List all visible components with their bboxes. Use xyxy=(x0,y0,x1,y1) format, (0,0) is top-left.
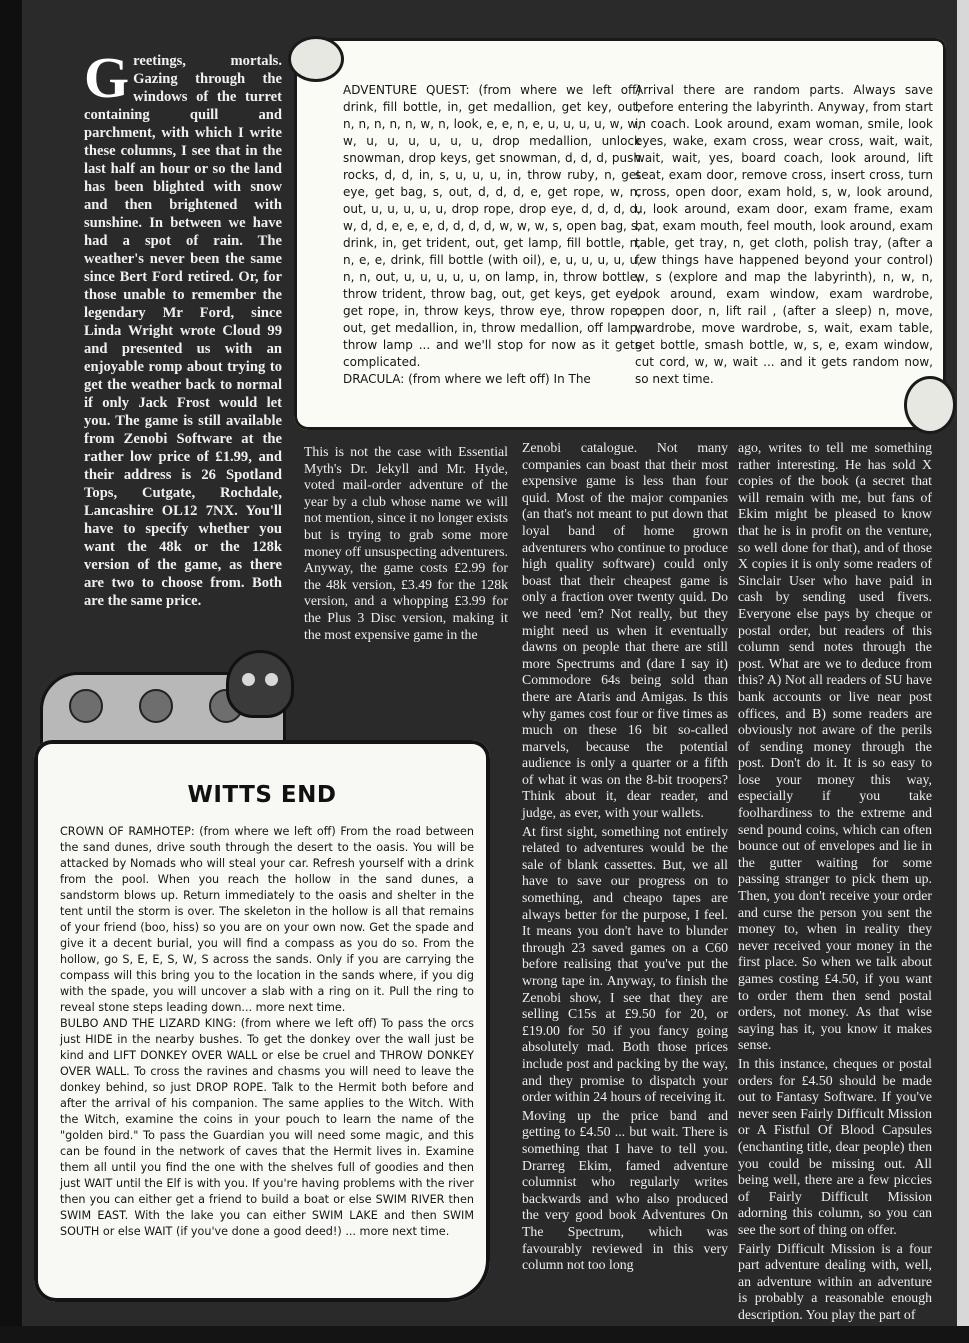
dracula-solution-start: DRACULA: (from where we left off) In The xyxy=(343,372,591,386)
adventure-quest-solution: ADVENTURE QUEST: (from where we left off) drink, fill bottle, in, get medallion, get key, out, n, n, n, n, n, w, n, look, e, e, n, e, u, u, u, u, w, w, w, u, u, u, u, u, u, drop medallion, unlock snowman, drop keys, get snowman, d, d, d, push rocks, d, d, in, s, u, u, u, in, throw ruby, n, get eye, get bag, s, out, d, d, d, e, get rope, w, n, out, u, u, u, u, u, drop rope, drop eye, d, d, d, d, w, d, d, e, e, e, d, d, d, d, w, w, w, s, open bag, s, drink, in, get trident, out, get lamp, fill bottle, n, n, e, e, drink, fill bottle (with oil), e, u, u, u, u, u, n, n, out, u, u, u, u, u, on lamp, in, throw bottle, throw trident, throw bag, out, get keys, get eye, get rope, in, throw keys, throw eye, throw rope, out, get medallion, in, throw medallion, off lamp, throw lamp ... and we'll stop for now as it gets complicated. xyxy=(343,83,641,369)
page-binding-edge xyxy=(0,0,22,1343)
article-column-2 xyxy=(522,440,728,1276)
paragraph: In this instance, cheques or postal orders for £4.50 should be made out to Fantasy Software. If you've never seen Fairly Difficult Mission or A Fistful Of Blood Capsules (enchanting title, dear people) then you could be missing out. All being well, there are a few piccies of Fairly Difficult Mission adorning this column, so you can see the sort of thing on offer. xyxy=(738,1055,932,1237)
witts-end-text xyxy=(60,824,474,1240)
paragraph: This is not the case with Essential Myth's Dr. Jekyll and Mr. Hyde, voted mail-order adventure of the year by a club whose name we will not mention, since it no longer exists but is trying to grab some more money off unsuspecting adventurers. Anyway, the game costs £2.99 for the 48k version, £3.49 for the 128k version, and a whopping £3.99 for the Plus 3 Disc version, making it the most expensive game in the xyxy=(304,444,508,642)
paragraph: Zenobi catalogue. Not many companies can boast that their most expensive game is less than four quid. Most of the major companies (an that's not meant to put down that loyal band of home grown adventurers who continue to produce high quality software) could only boast that their cheapest game is only a fraction over twenty quid. Do we need 'em? Not really, but they might need us when it eventually dawns on people that there are still more Spectrums and (dare I say it) Commodore 64s being sold than there are Ataris and Amigas. Is this why games cost four or five times as much on these 16 bit so-called marvels, because the potential audience is only a quarter or a fifth of what it was on the 8-bit troopers? Think about it, dear reader, and judge, as ever, with your wallets. xyxy=(522,440,728,821)
paragraph: Moving up the price band and getting to £4.50 ... but wait. There is something that I have to tell you. Drarreg Ekim, famed adventure columnist who regularly writes backwards and who also produced the very good book Adventures On The Spectrum, which was favourably reviewed in this very column not too long xyxy=(522,1107,728,1273)
drop-cap: G xyxy=(84,45,130,110)
witts-end-box xyxy=(34,740,490,1302)
intro-text: reetings, mortals. Gazing through the windows of the turret containing quill and parchment, with which I write these columns, I see that in the last half an hour or so the land has been blighted with snow and then brightened with sunshine. In between we have had a spot of rain. The weather's never been the same since Bert Ford retired. Or, for those unable to remember the legendary Mr Ford, since Linda Wright wrote Cloud 99 and presented us with an enjoyable romp about trying to get the weather back to normal if only Jack Frost would let you. The game is still available from Zenobi Software at the rather low price of £1.99, and their address is 26 Spotland Tops, Cutgate, Rochdale, Lancashire OL12 7NX. You'll have to specify whether you want the 48k or the 128k version of the game, as there are two to choose from. Both are the same price. xyxy=(84,53,282,609)
scroll-column-right xyxy=(635,82,933,388)
article-column-1 xyxy=(304,444,508,645)
bulbo-lizard-king-tip: BULBO AND THE LIZARD KING: (from where we left off) To pass the orcs just HIDE in the nearby bushes. To get the donkey over the wall just be kind and LIFT DONKEY OVER WALL or else be cruel and THROW DONKEY OVER WALL. To cross the ravines and chasms you will need to leave the donkey behind, so just DROP ROPE. Talk to the Hermit both before and after the arrival of his companion. The same applies to the Witch. With the Witch, examine the coins in your pouch to learn the name of the "golden bird." To pass the Guardian you will need some magic, and this can be found in the network of caves that the Hermit lives in. Examine them all until you find the one with the shelves full of goodies and then just WAIT until the Elf is with you. If you're having problems with the river then you can either get a friend to build a boat or else SWIM RIVER then SWIM EAST. With the lake you can either SWIM LAKE and then SWIM SOUTH or else WAIT (if you've done a good deed!) ... more next time. xyxy=(60,1017,474,1238)
parchment-scroll xyxy=(294,38,946,430)
intro-column xyxy=(84,45,282,610)
article-column-3 xyxy=(738,440,932,1325)
page-right-edge xyxy=(957,0,969,1343)
paragraph: ago, writes to tell me something rather interesting. He has sold X copies of the book (a secret that will remain with me, but fans of Ekim might be pleased to know that he is in profit on the venture, so well done for that), and of those X copies it is only some readers of Sinclair User who have paid in cash by sending used fivers. Everyone else pays by cheque or postal order, but readers of this column send notes through the post. What are we to deduce from this? A) Not all readers of SU have bank accounts or live near post offices, and B) some readers are obviously not aware of the perils of sending money through the post. Don't do it. It is so easy to lose your money this way, especially if you take foolhardiness to the extreme and send pound coins, which can often bounce out of envelopes and lie in the gutter waiting for some passing stranger to pick them up. Then, you don't receive your order and curse the person you sent the money to, when in reality they never received your money in the first place. So when we talk about games costing £4.50, if you want to order them then send postal orders, not money. As that wise saying has it, you know it makes sense. xyxy=(738,440,932,1053)
skull-icon xyxy=(226,650,294,718)
witts-end-title: WITTS END xyxy=(187,782,337,808)
scroll-column-left xyxy=(343,82,641,388)
gem-icon xyxy=(69,689,103,723)
paragraph: At first sight, something not entirely related to adventures would be the sale of blank cassettes. But, we all have to save our progress on to something, and cheapo tapes are always better for the purpose, I feel. It means you don't have to blunder through 23 saved games on a C60 before realising that you've put the wrong tape in. Anyway, to finish the Zenobi show, I see that they are selling C15s at £9.50 for 20, or £19.00 for 50 if you fancy going absolutely mad. Both those prices include post and packing by the way, and they promise to dispatch your order within 24 hours of receiving it. xyxy=(522,823,728,1105)
gem-icon xyxy=(139,689,173,723)
crown-of-ramhotep-tip: CROWN OF RAMHOTEP: (from where we left off) From the road between the sand dunes, drive south through the desert to the oasis. You will be attacked by Nomads who will steal your car. Refresh yourself with a drink from the pool. When you reach the hollow in the sand dunes, a sandstorm blows up. Return immediately to the oasis and shelter in the tent until the storm is over. The skeleton in the hollow is all that remains of your friend (boo, hiss) so you are on your own now. Get the spade and give it a decent burial, you will find a compass as you do so. From the hollow, go S, E, E, S, W, S across the sands. Only if you are carrying the compass will this bring you to the location in the sands where, if you dig with the spade, you will uncover a slab with a ring on it. Pull the ring to reveal stone steps leading down... more next time. xyxy=(60,825,474,1014)
page-bottom-edge xyxy=(0,1326,969,1343)
paragraph: Fairly Difficult Mission is a four part adventure dealing with, well, an adventure within an adventure is probably a reasonable enough description. You play the part of xyxy=(738,1240,932,1322)
dracula-solution-continued: Arrival there are random parts. Always save before entering the labyrinth. Anyway, from start in coach. Look around, exam woman, smile, look eyes, wake, exam cross, wear cross, wait, wait, wait, wait, yes, board coach, look around, lift seat, exam door, remove cross, insert cross, turn cross, open door, exam hold, s, w, look around, u, look around, exam door, exam frame, exam bat, exam mouth, feel mouth, look around, exam table, get tray, n, get cloth, polish tray, (after a few things have happened beyond your control) w, s (explore and map the labyrinth), n, w, n, look around, exam window, exam wardrobe, open door, n, lift rail , (after a sleep) n, move, wardrobe, move wardrobe, s, wait, exam table, get bottle, smash bottle, w, s, e, exam window, cut cord, w, w, wait ... and it gets random now, so next time. xyxy=(635,83,933,386)
